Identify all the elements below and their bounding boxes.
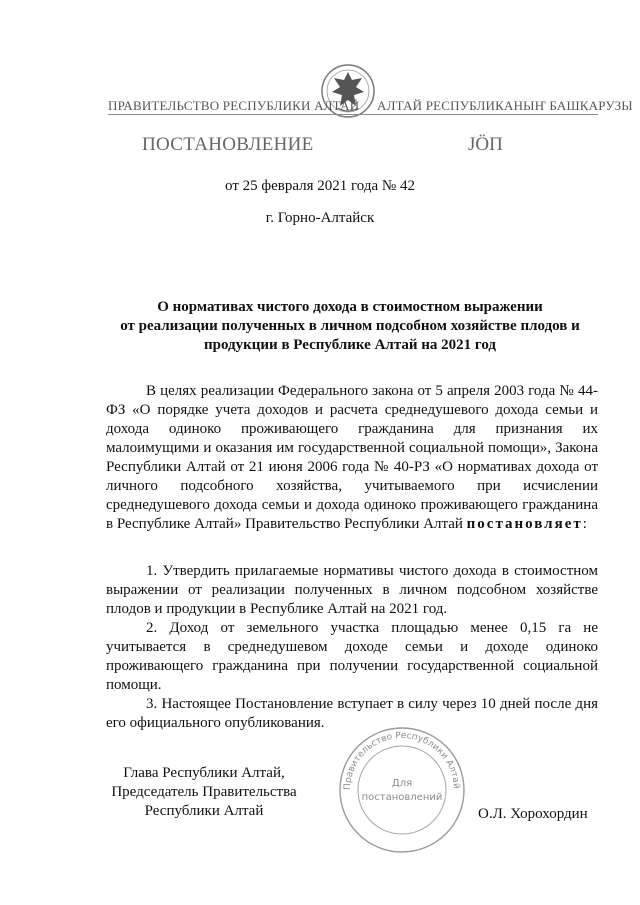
resolution-item: 2. Доход от земельного участка площадью менее 0,15 га не учитывается в среднедушевом доходе семьи и доходе одиноко проживающего гражданина при получении государственной социальной помощи.	[106, 620, 598, 693]
title-line: О нормативах чистого дохода в стоимостном выражении	[157, 299, 543, 315]
resolves-word: постановляет	[466, 516, 583, 532]
document-date-number: от 25 февраля 2021 года № 42	[225, 178, 415, 194]
resolution-items	[106, 562, 598, 733]
resolution-item: 3. Настоящее Постановление вступает в силу через 10 дней после дня его официального опубликования.	[106, 696, 598, 731]
title-line: от реализации полученных в личном подсобном хозяйстве плодов и	[120, 318, 580, 334]
resolves-colon: :	[582, 516, 587, 532]
stamp-inner-text: Для	[391, 778, 413, 789]
resolution-item: 1. Утвердить прилагаемые нормативы чистого дохода в стоимостном выражении от реализации полученных в личном подсобном хозяйстве плодов и продукции в Республике Алтай на 2021 год.	[106, 563, 598, 617]
position-line: Глава Республики Алтай,	[123, 765, 285, 781]
title-line: продукции в Республике Алтай на 2021 год	[203, 337, 496, 353]
official-stamp	[336, 724, 468, 856]
stamp-inner-text: постановлений	[361, 792, 443, 803]
position-line: Республики Алтай	[144, 803, 264, 819]
preamble-text: В целях реализации Федерального закона от 5 апреля 2003 года № 44-ФЗ «О порядке учета доходов и расчета среднедушевого дохода семьи и дохода одиноко проживающего гражданина для признания их малоимущими и оказания им государственной социальной помощи», Закона Республики Алтай от 21 июня 2006 года № 40-РЗ «О нормативах дохода от личного подсобного хозяйства, учитываемого при исчислении среднедушевого дохода семьи и дохода одиноко проживающего гражданина в Республике Алтай» Правительство Республики Алтай	[106, 383, 598, 532]
document-type-ru: ПОСТАНОВЛЕНИЕ	[142, 134, 314, 155]
document-type-alt: ЈӦП	[468, 134, 503, 155]
document-city: г. Горно-Алтайск	[265, 210, 375, 226]
header-divider	[108, 114, 598, 115]
signatory-name: О.Л. Хорохордин	[478, 806, 588, 822]
preamble-paragraph	[106, 382, 598, 534]
signatory-position	[104, 764, 304, 821]
document-title	[100, 298, 600, 355]
position-line: Председатель Правительства	[111, 784, 297, 800]
government-name-ru: ПРАВИТЕЛЬСТВО РЕСПУБЛИКИ АЛТАЙ	[108, 98, 360, 113]
government-name-alt: АЛТАЙ РЕСПУБЛИКАНЫҤ БАШКАРУЗЫ	[377, 98, 633, 113]
stamp-outer-text: Правительство Республики Алтай	[342, 730, 462, 791]
